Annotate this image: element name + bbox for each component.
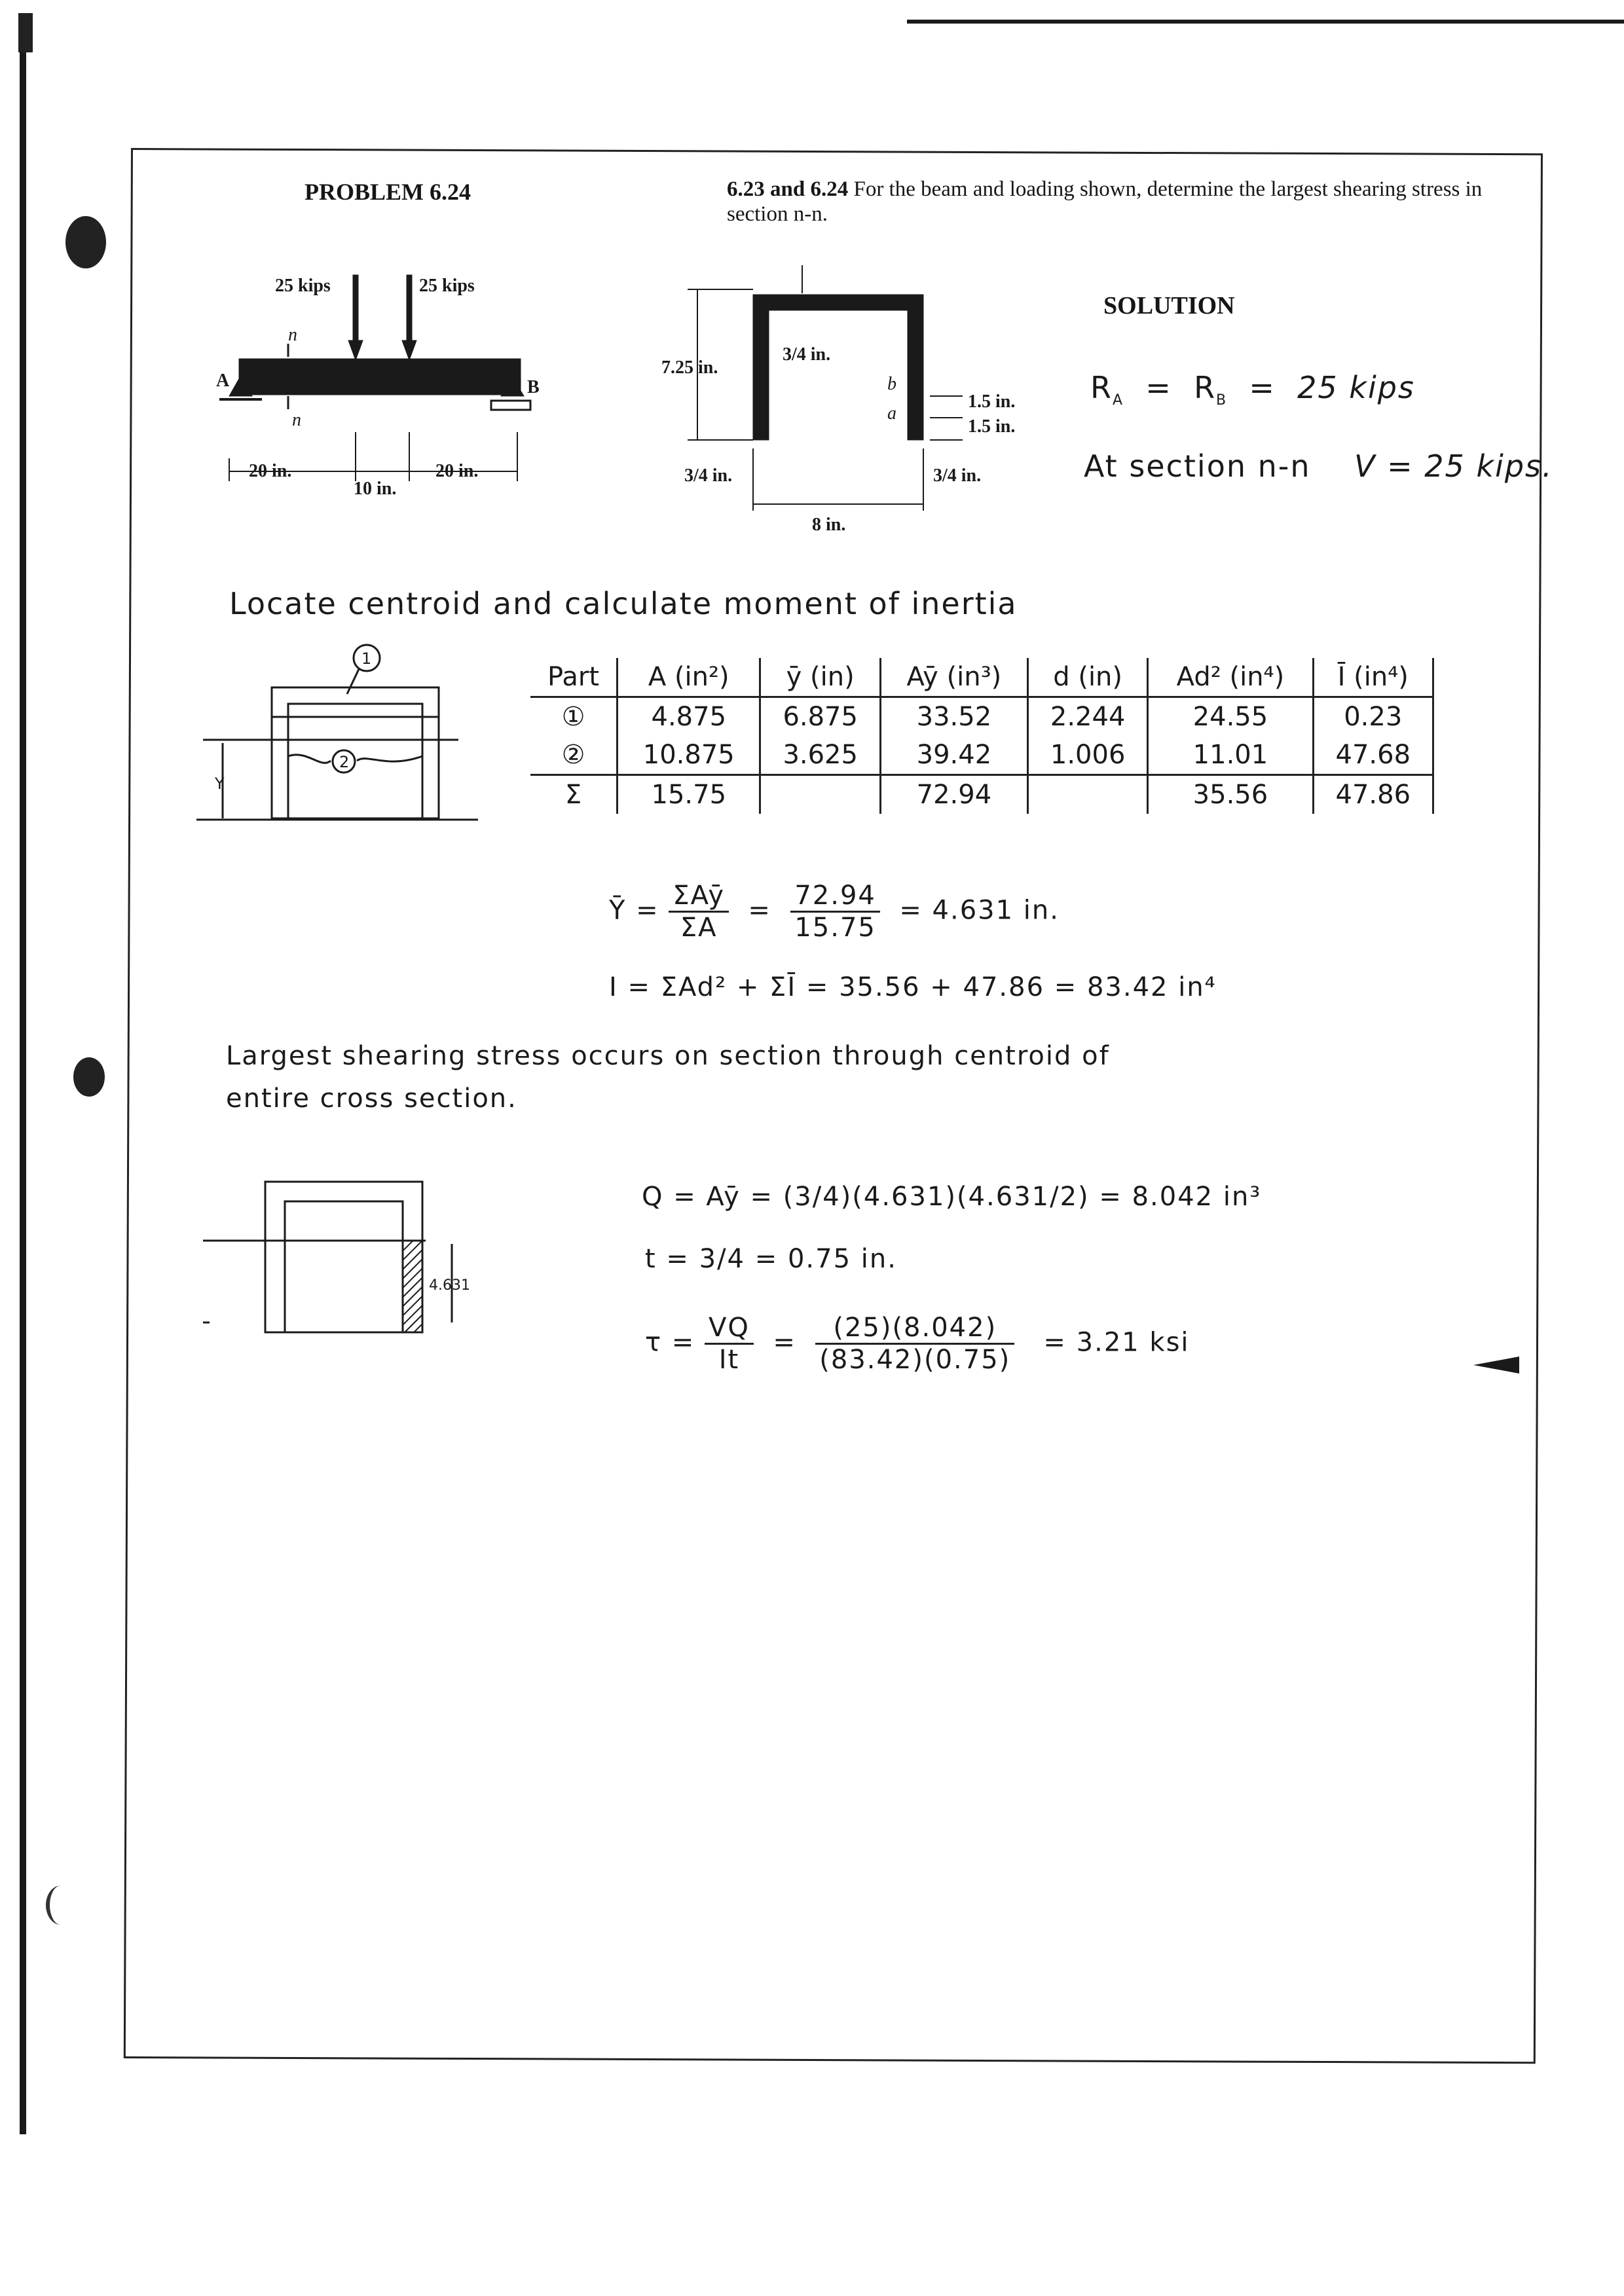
problem-statement [727,177,1545,227]
cross-section-diagram [655,262,1061,543]
centroid-sketch [196,642,485,838]
reaction-rb: R [1194,370,1217,405]
section-top-label: n [288,325,297,345]
load-left-label: 25 kips [275,276,331,296]
punch-hole [46,1886,76,1925]
header-d: d (in) [1027,658,1147,697]
point-b-label: b [887,374,896,394]
q-equation: Q = Aȳ = (3/4)(4.631)(4.631/2) = 8.042 in³ [642,1182,1262,1212]
dim-lower-label: 1.5 in. [968,416,1016,437]
dim-left-label: 20 in. [249,461,292,481]
support-b-label: B [527,377,540,397]
header-area: A (in²) [618,658,760,697]
depth-label: 4.631 [429,1277,470,1294]
table-row: ① 4.875 6.875 33.52 2.244 24.55 0.23 [530,697,1433,737]
top-flange [753,295,923,310]
reactions-equation: $R_A = R_B = 25$ kips [1090,370,1415,409]
header-ybar: ȳ (in) [760,658,880,697]
beam-diagram [203,262,570,504]
binding-edge [20,13,38,2134]
problem-title: PROBLEM 6.24 [304,179,471,205]
web-left-label: 3/4 in. [684,465,733,486]
tau-equation: τ = $\frac{VQ}{It}$ = $\frac{(25)(8.042)}{(83.42)(0.75)}$ = 3.21 ksi [645,1313,1190,1375]
header-part: Part [530,658,618,697]
dim-upper-label: 1.5 in. [968,392,1016,412]
flange-thickness-label: 3/4 in. [783,344,831,365]
left-web [753,295,769,440]
height-label: 7.25 in. [661,357,718,378]
shear-value: V = 25 kips. [1354,448,1553,484]
beam-body [239,359,521,395]
centroid-heading: Locate centroid and calculate moment of inertia [229,586,1018,621]
section-bottom-label: n [292,410,301,430]
part2-marker: 2 [339,753,350,771]
table-row: ② 10.875 3.625 39.42 1.006 11.01 47.68 [530,736,1433,775]
header-ibar: Ī (in⁴) [1313,658,1433,697]
solution-label: SOLUTION [1103,292,1235,319]
shear-label: At section n-n [1084,448,1311,484]
reaction-value: 25 kips [1297,370,1415,405]
centroid-table [530,658,1434,814]
table-sum-row: Σ 15.75 72.94 35.56 47.86 [530,775,1433,814]
q-sketch [203,1172,478,1342]
right-web [908,295,923,440]
top-edge-line [907,20,1624,24]
header-ad2: Ad² (in⁴) [1148,658,1313,697]
dim-right-label: 20 in. [435,461,479,481]
shear-heading-line-2: entire cross section. [226,1084,517,1114]
punch-hole [73,1057,105,1097]
ybar-equation: Ȳ = $\frac{\text{ΣAȳ}}{\Sigma A}$ = $\frac{72.94}{15.75}$ = 4.631 in. [609,881,1060,943]
answer-arrow-icon [1473,1355,1519,1375]
statement-text: For the beam and loading shown, determine the largest shearing stress in section n-n. [727,177,1483,226]
web-right-label: 3/4 in. [933,465,982,486]
statement-number: 6.23 and 6.24 [727,177,849,201]
part1-marker: 1 [361,649,372,668]
dim-mid-label: 10 in. [354,479,397,499]
punch-hole [65,216,106,268]
support-a-label: A [216,371,230,391]
t-equation: t = 3/4 = 0.75 in. [645,1244,897,1274]
inertia-equation: I = ΣAd² + ΣĪ = 35.56 + 47.86 = 83.42 in⁴ [609,972,1217,1002]
point-a-label: a [887,403,896,424]
reaction-ra: R [1090,370,1113,405]
load-right-label: 25 kips [419,276,475,296]
shear-section-line [1084,448,1553,484]
shear-heading-line-1: Largest shearing stress occurs on section through centroid of [226,1041,1110,1071]
header-ay: Aȳ (in³) [880,658,1027,697]
ybar-label: Y [215,774,225,793]
width-label: 8 in. [812,515,846,535]
